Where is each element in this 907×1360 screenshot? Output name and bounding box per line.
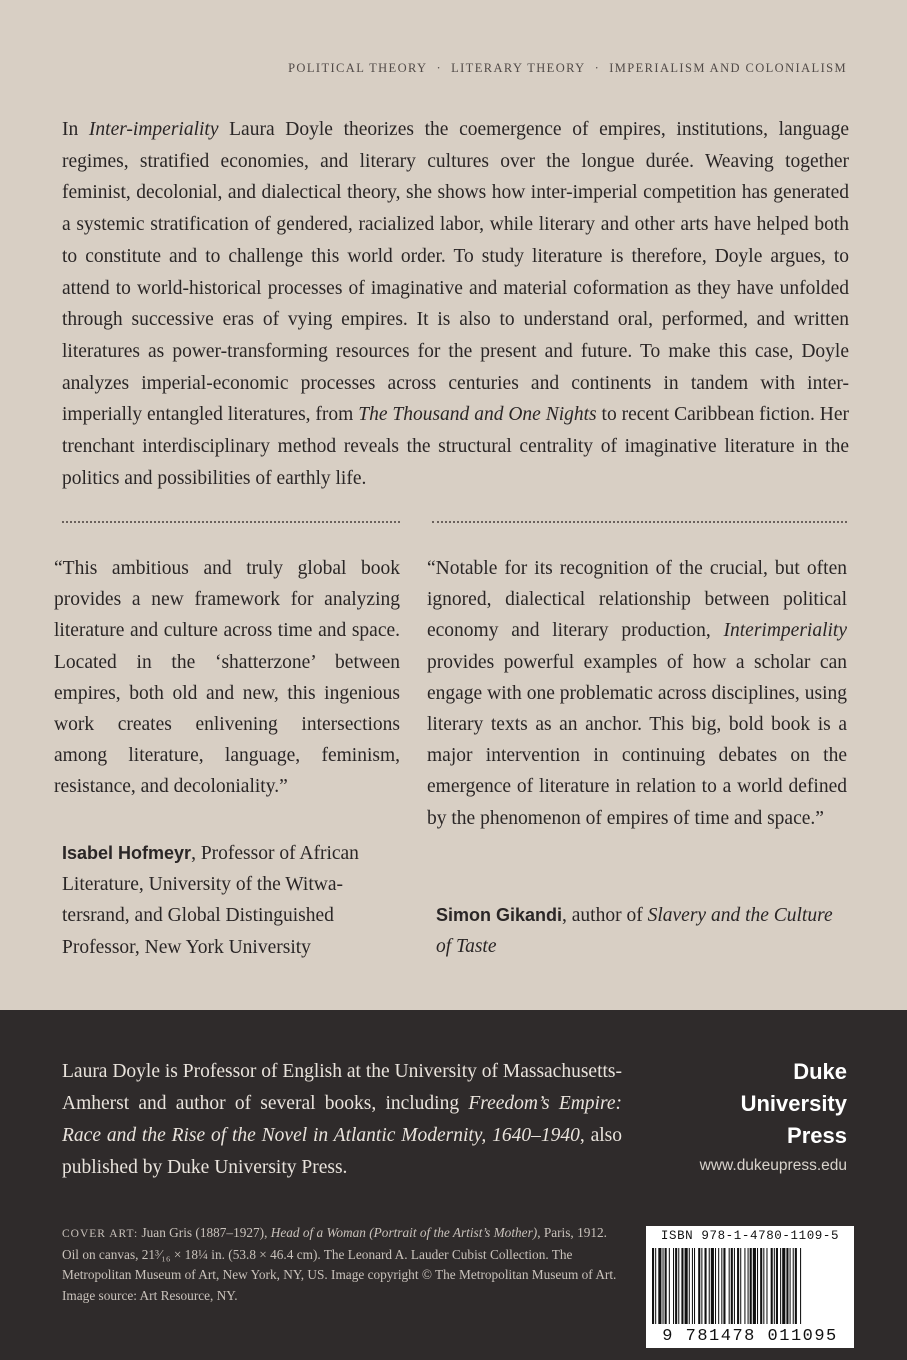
bio-text-b: , also published by Duke University Press. xyxy=(62,1125,622,1178)
publisher-line-2: University xyxy=(740,1091,847,1116)
blurb-2-book: Slavery and the Culture of Taste xyxy=(436,905,833,958)
dotted-divider-right xyxy=(432,521,847,523)
credit-text-b: , Paris, 1912. Oil on canvas, 21³⁄₁₆ × 18¼ in. (53.8 × 46.4 cm). The Leonard A. Lauder Cubist Collection. The Metropolitan Museum of Art, New York, NY, US. Image copyright © The Metropolitan Museum of Art. Image source: Art Resource, NY. xyxy=(62,1225,617,1303)
dotted-divider-left xyxy=(62,521,400,523)
barcode-bar xyxy=(750,1248,752,1324)
barcode-bar xyxy=(694,1248,695,1324)
barcode-bar xyxy=(665,1248,667,1324)
category-political-theory: POLITICAL THEORY xyxy=(288,61,428,75)
barcode-bar xyxy=(658,1248,661,1324)
barcode-bars xyxy=(652,1248,848,1324)
barcode-bar xyxy=(776,1248,778,1324)
desc-body-2: to recent Caribbean fiction. Her trenchant interdisciplinary method reveals the structural centrality of imaginative literature in the politics and possibilities of earthly life. xyxy=(62,404,850,489)
barcode-bar xyxy=(652,1248,654,1324)
barcode-bar xyxy=(753,1248,756,1324)
barcode-bar xyxy=(669,1248,670,1324)
barcode-bar xyxy=(689,1248,690,1324)
separator-dot: · xyxy=(594,61,601,75)
barcode-bar xyxy=(705,1248,707,1324)
lower-panel xyxy=(0,1010,907,1360)
barcode-bar xyxy=(655,1248,656,1324)
blurb-hofmeyr-attribution xyxy=(62,838,392,963)
barcode-bar xyxy=(793,1248,794,1324)
barcode-bar xyxy=(701,1248,702,1324)
barcode-bar xyxy=(715,1248,716,1324)
barcode-bar xyxy=(685,1248,688,1324)
barcode-bar xyxy=(766,1248,767,1324)
barcode-bar xyxy=(675,1248,677,1324)
barcode-bar xyxy=(740,1248,741,1324)
barcode-bar xyxy=(774,1248,775,1324)
blurb-gikandi-attribution xyxy=(436,900,836,962)
cover-art-credit xyxy=(62,1223,622,1306)
category-imperialism: IMPERIALISM AND COLONIALISM xyxy=(609,61,847,75)
barcode-bar xyxy=(757,1248,758,1324)
blurb-1-name: Isabel Hofmeyr xyxy=(62,843,192,863)
barcode-bar xyxy=(780,1248,781,1324)
desc-body-1: Laura Doyle theorizes the coemergence of empires, institutions, language regimes, stratified economies, and literary cultures over the longue durée. Weaving together feminist, decolonial, and dialectical theory, she shows how inter-imperial competition has generated a systemic stratification of gendered, racialized labor, while literary and other arts have helped both to constitute and to challenge this world order. To study literature is therefore, Doyle argues, to attend to world-historical processes of imaginative and material coformation as they have unfolded through successive eras of vying empires. It is also to understand oral, performed, and written literatures as power-transforming resources for the present and future. To make this case, Doyle analyzes imperial-economic processes across centuries and continents in tandem with inter-imperially entangled literatures, from xyxy=(62,119,849,426)
barcode-bar xyxy=(734,1248,735,1324)
barcode-bar xyxy=(748,1248,749,1324)
separator-dot: · xyxy=(436,61,443,75)
barcode-bar xyxy=(795,1248,797,1324)
blurb-gikandi-quote xyxy=(427,553,847,834)
barcode-bar xyxy=(678,1248,679,1324)
barcode-bar xyxy=(737,1248,739,1324)
blurb-2-text-b: provides powerful examples of how a scholar can engage with one problematic across disciplines, using literary texts as an anchor. This big, bold book is a major intervention in continuing debates on the emergence of literature in relation to a world defined by the phenomenon of empires of time and space.” xyxy=(427,651,847,829)
barcode-bar xyxy=(673,1248,674,1324)
barcode-bar xyxy=(721,1248,722,1324)
desc-book-title: Inter-imperiality xyxy=(88,119,219,140)
bio-book-title: Freedom’s Empire: Race and the Rise of the Novel in Atlantic Modernity, 1640–1940 xyxy=(62,1093,622,1146)
desc-nights-title: The Thousand and One Nights xyxy=(358,404,597,426)
desc-intro: In xyxy=(62,119,89,140)
publisher-url[interactable]: www.dukeupress.edu xyxy=(699,1157,847,1174)
barcode-bar xyxy=(760,1248,762,1324)
credit-label: COVER ART: xyxy=(62,1228,139,1240)
barcode-bar xyxy=(786,1248,788,1324)
blurb-hofmeyr-quote xyxy=(54,553,400,803)
author-bio xyxy=(62,1056,622,1184)
blurb-1-text: “This ambitious and truly global book provides a new framework for analyzing literature and culture across time and space. Located in the ‘shatterzone’ between empires, both old and new, this ingenious work creates enlivening intersections among literature, language, feminism, resistance, and decoloniality.” xyxy=(54,558,400,798)
barcode-bar xyxy=(790,1248,791,1324)
barcode-bar xyxy=(731,1248,733,1324)
barcode-bar xyxy=(692,1248,693,1324)
barcode-bar xyxy=(723,1248,725,1324)
barcode-bar xyxy=(729,1248,730,1324)
barcode-bar xyxy=(709,1248,710,1324)
bio-text-a: Laura Doyle is Professor of English at the University of Massachusetts-Amherst and author of several books, including xyxy=(62,1061,622,1114)
barcode-bar xyxy=(698,1248,700,1324)
barcode-bar xyxy=(771,1248,773,1324)
barcode-bar xyxy=(744,1248,745,1324)
blurb-1-title: , Professor of African Literature, University of the Witwatersrand, and Global Distinguished Professor, New York University xyxy=(62,843,359,958)
barcode-bar xyxy=(663,1248,664,1324)
publisher-line-1: Duke xyxy=(793,1059,847,1084)
credit-text-a: Juan Gris (1887–1927), xyxy=(138,1225,271,1240)
barcode-bar xyxy=(711,1248,714,1324)
barcode-bar xyxy=(800,1248,801,1324)
isbn-number: 9 781478 011095 xyxy=(662,1327,838,1346)
publisher-line-3: Press xyxy=(787,1123,847,1148)
category-line xyxy=(288,61,847,76)
barcode-bar xyxy=(681,1248,683,1324)
publisher-logo xyxy=(741,1056,847,1152)
blurb-2-text-a: “Notable for its recognition of the crucial, but often ignored, dialectical relationship between political economy and literary production, xyxy=(427,558,847,642)
category-literary-theory: LITERARY THEORY xyxy=(451,61,586,75)
barcode-bar xyxy=(782,1248,785,1324)
barcode-bar xyxy=(718,1248,719,1324)
barcode-bar xyxy=(763,1248,764,1324)
book-description xyxy=(62,114,849,494)
isbn-label: ISBN 978-1-4780-1109-5 xyxy=(660,1229,840,1243)
credit-artwork-title: Head of a Woman (Portrait of the Artist’s Mother) xyxy=(270,1225,538,1240)
isbn-barcode xyxy=(646,1226,854,1348)
blurb-2-name: Simon Gikandi xyxy=(436,905,563,925)
blurb-2-italic: Interimperiality xyxy=(723,620,847,642)
blurb-2-title: , author of xyxy=(562,905,648,926)
